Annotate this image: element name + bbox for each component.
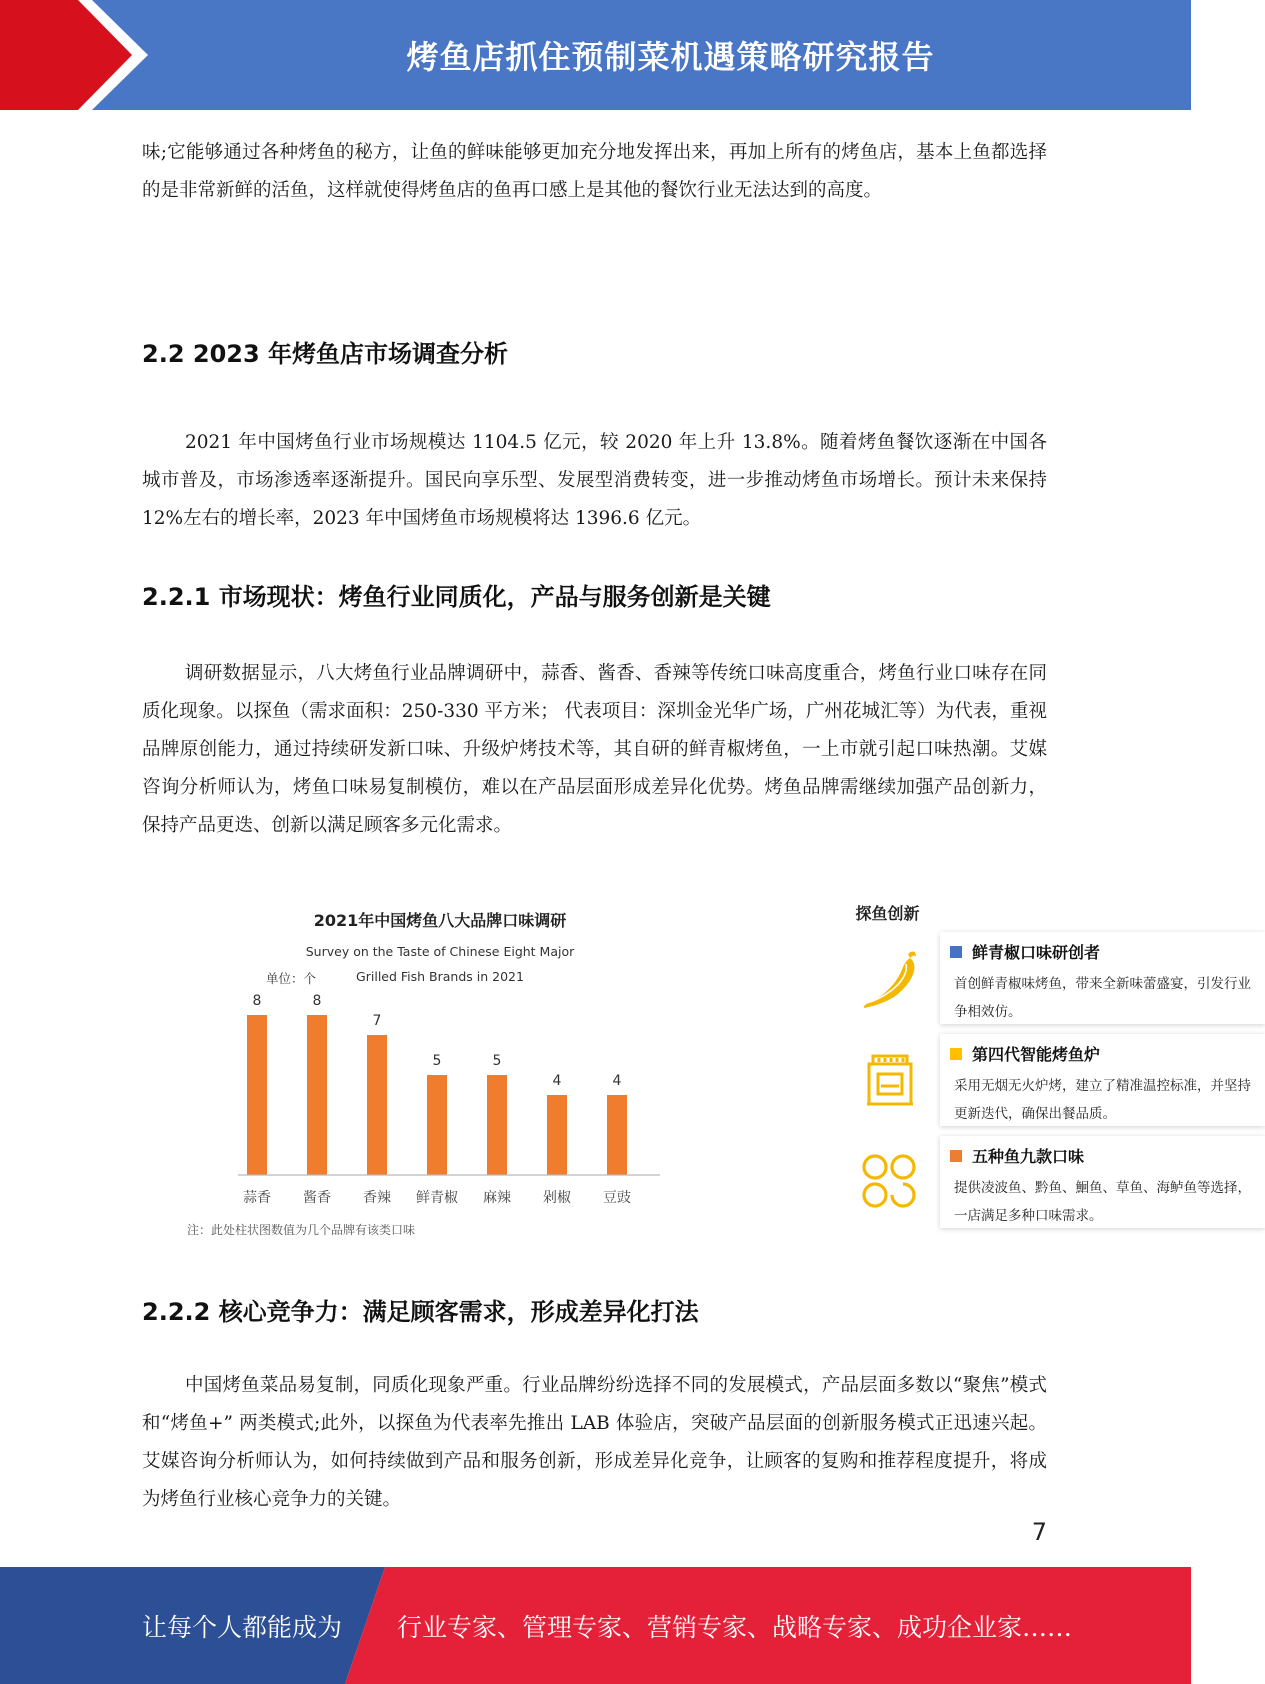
bar-剁椒 <box>547 1095 567 1175</box>
innovation-panel-title: 探鱼创新 <box>855 904 920 923</box>
bar-酱香 <box>307 1015 327 1175</box>
innovation-card-2-body: 采用无烟无火炉烤，建立了精准温控标准，并坚持更新迭代，确保出餐品质。 <box>954 1078 1251 1122</box>
section-2-2-1-title: 2.2.1 市场现状：烤鱼行业同质化，产品与服务创新是关键 <box>142 583 771 611</box>
footer-banner <box>0 1567 1191 1684</box>
grid-circles-icon <box>860 1152 920 1212</box>
category-label: 鲜青椒 <box>416 1190 458 1206</box>
section-2-2-2-paragraph: 中国烤鱼菜品易复制，同质化现象严重。行业品牌纷纷选择不同的发展模式，产品层面多数以“聚焦”模式 和“烤鱼+” 两类模式;此外，以探鱼为代表率先推出 LAB 体验店，突破产品层面的创新服务模式正迅速兴起。艾媒咨询分析师认为，如何持续做到产品和服务创新，形成差异化竞争，让顾客的复购和推荐程度提升，将成为烤鱼行业核心竞争力的关键。 <box>142 1375 1047 1510</box>
bar-value-label: 8 <box>312 993 322 1009</box>
bar-value-label: 5 <box>492 1053 502 1069</box>
card-1-heading-text: 鲜青椒口味研创者 <box>972 943 1101 962</box>
innovation-card-3-heading <box>950 1144 1084 1167</box>
figure-taste-survey <box>175 890 1251 1250</box>
bar-value-label: 5 <box>432 1053 442 1069</box>
bar-麻辣 <box>487 1075 507 1175</box>
innovation-card-1-body: 首创鲜青椒味烤鱼，带来全新味蕾盛宴，引发行业争相效仿。 <box>954 976 1251 1020</box>
card-3-heading-text: 五种鱼九款口味 <box>972 1147 1085 1166</box>
bullet-square-icon <box>950 1048 962 1060</box>
category-label: 香辣 <box>363 1190 391 1206</box>
bullet-square-icon <box>950 946 962 958</box>
card-2-heading-text: 第四代智能烤鱼炉 <box>972 1045 1101 1064</box>
category-label: 蒜香 <box>243 1190 271 1206</box>
bar-chart <box>175 890 675 1250</box>
innovation-card-1 <box>940 932 1265 1024</box>
report-title: 烤鱼店抓住预制菜机遇策略研究报告 <box>406 38 935 76</box>
footer-slogan-right: 行业专家、管理专家、营销专家、战略专家、成功企业家…… <box>397 1612 1073 1642</box>
category-label: 酱香 <box>303 1190 331 1206</box>
section-2-2-title: 2.2 2023 年烤鱼店市场调查分析 <box>142 340 509 368</box>
bar-value-label: 4 <box>612 1073 622 1089</box>
section-2-2-1-paragraph: 调研数据显示，八大烤鱼行业品牌调研中，蒜香、酱香、香辣等传统口味高度重合，烤鱼行业口味存在同质化现象。以探鱼（需求面积：250-330 平方米； 代表项目：深圳金光华广场，广州花城汇等）为代表，重视品牌原创能力，通过持续研发新口味、升级炉烤技术等，其自研的鲜青椒烤鱼，一上市就引起口味热潮。艾媒咨询分析师认为，烤鱼口味易复制模仿，难以在产品层面形成差异化优势。烤鱼品牌需继续加强产品创新力，保持产品更迭、创新以满足顾客多元化需求。 <box>142 663 1047 836</box>
intro-paragraph: 味;它能够通过各种烤鱼的秘方，让鱼的鲜味能够更加充分地发挥出来，再加上所有的烤鱼店，基本上鱼都选择的是非常新鲜的活鱼，这样就使得烤鱼店的鱼再口感上是其他的餐饮行业无法达到的高度。 <box>142 142 1047 201</box>
header-banner <box>0 0 1191 110</box>
chili-pepper-icon <box>860 948 920 1008</box>
innovation-card-1-heading <box>950 940 1100 963</box>
header-red-chevron <box>0 0 150 110</box>
category-label: 豆豉 <box>603 1190 631 1206</box>
bar-value-label: 8 <box>252 993 262 1009</box>
footer-slogan-left: 让每个人都能成为 <box>142 1612 343 1642</box>
innovation-card-2 <box>940 1034 1265 1126</box>
bars-group <box>243 993 631 1206</box>
category-label: 麻辣 <box>483 1190 511 1206</box>
innovation-card-3-body: 提供凌波鱼、黔鱼、鮰鱼、草鱼、海鲈鱼等选择，一店满足多种口味需求。 <box>954 1180 1251 1224</box>
bar-香辣 <box>367 1035 387 1175</box>
section-2-2-paragraph: 2021 年中国烤鱼行业市场规模达 1104.5 亿元，较 2020 年上升 13.8%。随着烤鱼餐饮逐渐在中国各城市普及，市场渗透率逐渐提升。国民向享乐型、发展型消费转变，进一步推动烤鱼市场增长。预计未来保持 12%左右的增长率，2023 年中国烤鱼市场规模将达 1396.6 亿元。 <box>142 432 1047 529</box>
page-number: 7 <box>1031 1518 1047 1546</box>
chart-subtitle-line1: Survey on the Taste of Chinese Eight Major <box>305 944 575 959</box>
chart-note: 注：此处柱状图数值为几个品牌有该类口味 <box>187 1223 416 1237</box>
bar-value-label: 4 <box>552 1073 562 1089</box>
chart-title: 2021年中国烤鱼八大品牌口味调研 <box>313 911 567 930</box>
chart-subtitle-line2: Grilled Fish Brands in 2021 <box>356 969 524 984</box>
section-2-2-2-title: 2.2.2 核心竞争力：满足顾客需求，形成差异化打法 <box>142 1298 699 1326</box>
bar-蒜香 <box>247 1015 267 1175</box>
bar-豆豉 <box>607 1095 627 1175</box>
category-label: 剁椒 <box>543 1190 571 1206</box>
innovation-card-2-heading <box>950 1042 1100 1065</box>
bar-value-label: 7 <box>372 1013 382 1029</box>
bullet-square-icon <box>950 1150 962 1162</box>
oven-icon <box>861 1050 921 1110</box>
innovation-panel <box>680 890 1251 1250</box>
bar-鲜青椒 <box>427 1075 447 1175</box>
chart-unit-label: 单位：个 <box>266 971 317 986</box>
innovation-card-3 <box>940 1136 1265 1228</box>
